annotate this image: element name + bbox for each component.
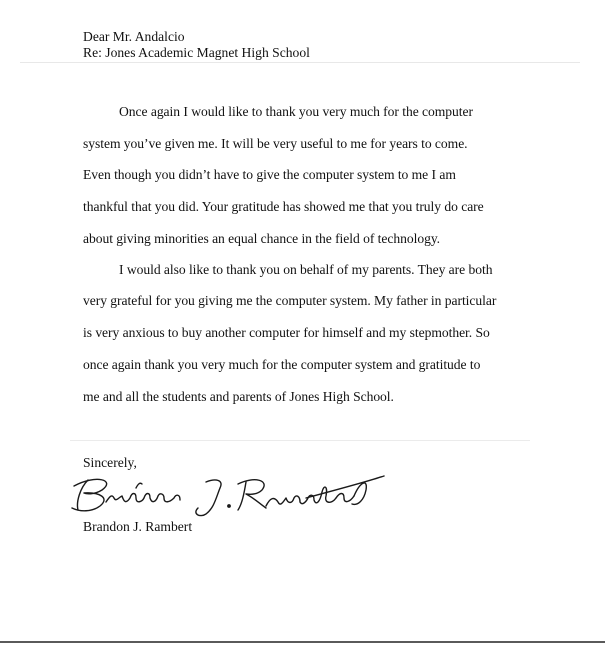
scan-artifact-line xyxy=(20,62,580,63)
valediction: Sincerely, xyxy=(83,455,137,470)
body-line: about giving minorities an equal chance in the field of technology. xyxy=(83,231,441,246)
regarding-line: Re: Jones Academic Magnet High School xyxy=(83,45,310,60)
salutation: Dear Mr. Andalcio xyxy=(83,29,185,44)
printed-name: Brandon J. Rambert xyxy=(83,519,193,534)
body-line: Once again I would like to thank you very much for the computer xyxy=(119,104,473,119)
body-line: is very anxious to buy another computer for himself and my stepmother. So xyxy=(83,325,490,340)
body-line: very grateful for you giving me the computer system. My father in particular xyxy=(83,293,497,308)
body-line: thankful that you did. Your gratitude has showed me that you truly do care xyxy=(83,199,484,214)
body-line: I would also like to thank you on behalf of my parents. They are both xyxy=(119,262,493,277)
body-line: me and all the students and parents of Jones High School. xyxy=(83,389,394,404)
page-bottom-edge xyxy=(0,641,605,643)
body-line: once again thank you very much for the computer system and gratitude to xyxy=(83,357,481,372)
body-line: system you’ve given me. It will be very useful to me for years to come. xyxy=(83,136,468,151)
body-line: Even though you didn’t have to give the computer system to me I am xyxy=(83,167,456,182)
handwritten-signature xyxy=(66,468,386,520)
scan-artifact-line xyxy=(70,440,530,441)
